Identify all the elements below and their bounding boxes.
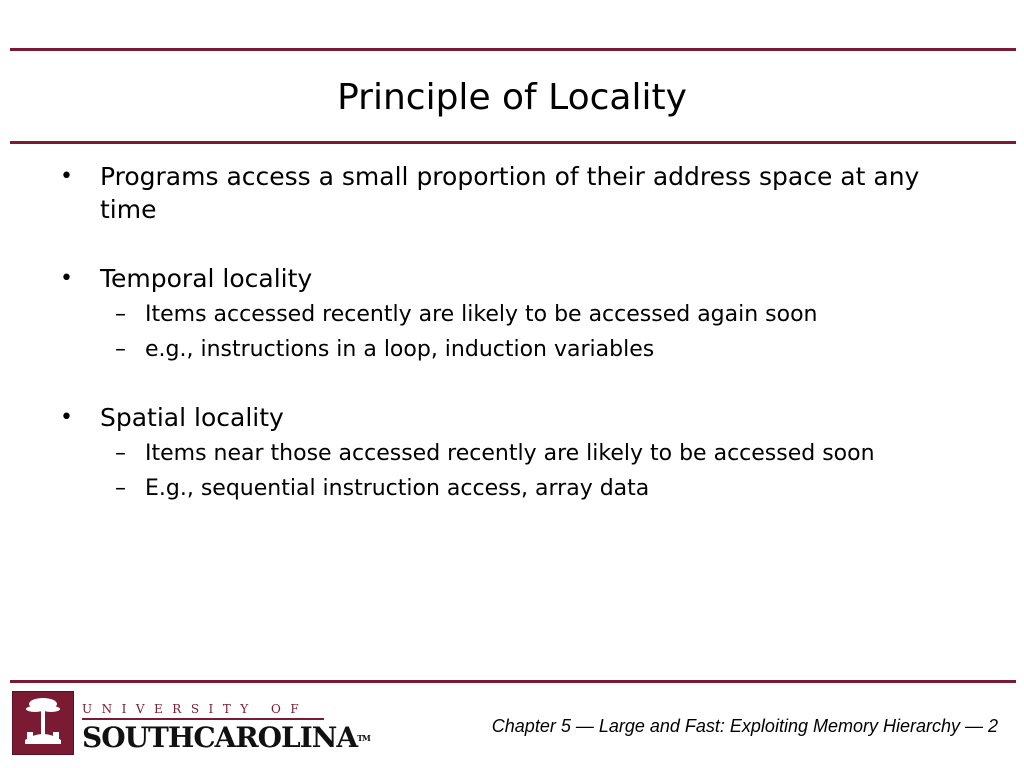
bullet-item bbox=[60, 401, 960, 434]
bullet-marker: • bbox=[60, 266, 73, 291]
footer-divider bbox=[10, 680, 1016, 683]
sub-bullet-item bbox=[60, 473, 960, 504]
bullet-item bbox=[60, 262, 960, 295]
slide-body bbox=[60, 160, 960, 504]
bullet-marker: • bbox=[60, 164, 73, 189]
sub-bullet-text: Items near those accessed recently are likely to be accessed soon bbox=[145, 441, 875, 466]
dash-marker: – bbox=[115, 337, 126, 362]
sub-bullet-text: e.g., instructions in a loop, induction variables bbox=[145, 337, 655, 362]
sub-bullet-item bbox=[60, 438, 960, 469]
bullet-text: Spatial locality bbox=[100, 403, 284, 432]
bullet-marker: • bbox=[60, 405, 73, 430]
dash-marker: – bbox=[115, 476, 126, 501]
bullet-text: Programs access a small proportion of their address space at any time bbox=[100, 162, 920, 224]
palmetto-tree-icon bbox=[12, 691, 74, 755]
footer-caption: Chapter 5 — Large and Fast: Exploiting Memory Hierarchy — 2 bbox=[491, 716, 998, 736]
bullet-item bbox=[60, 160, 960, 226]
dash-marker: – bbox=[115, 441, 126, 466]
sub-bullet-text: Items accessed recently are likely to be accessed again soon bbox=[145, 302, 818, 327]
logo-rule bbox=[82, 718, 324, 720]
sub-bullet-item bbox=[60, 299, 960, 330]
logo-main-text: SOUTHCAROLINA™ bbox=[82, 721, 370, 754]
bullet-text: Temporal locality bbox=[100, 264, 313, 293]
sub-bullet-text: E.g., sequential instruction access, array data bbox=[145, 476, 650, 501]
university-logo bbox=[82, 702, 370, 754]
dash-marker: – bbox=[115, 302, 126, 327]
slide-title: Principle of Locality bbox=[337, 77, 687, 118]
title-divider bbox=[10, 141, 1016, 144]
sub-bullet-item bbox=[60, 334, 960, 365]
logo-top-text: UNIVERSITY OF bbox=[82, 702, 309, 716]
top-divider bbox=[10, 48, 1016, 51]
